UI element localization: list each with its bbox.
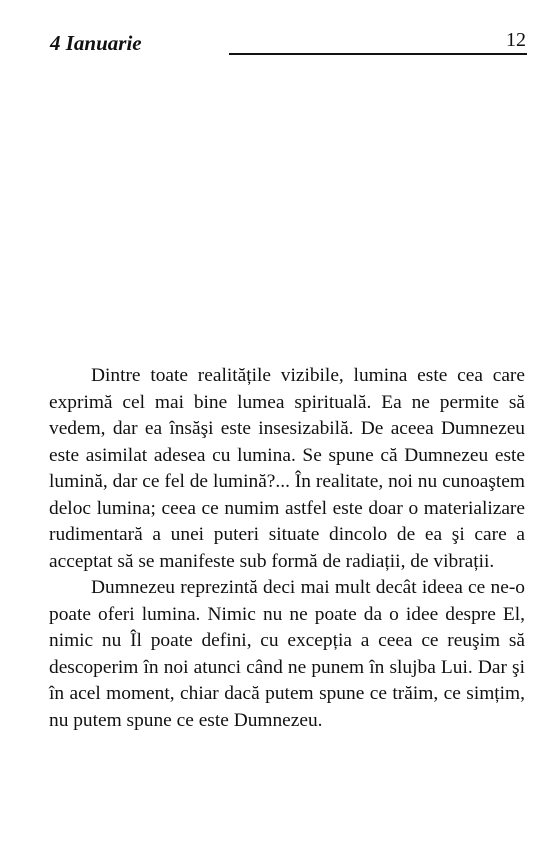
paragraph-1: Dintre toate realitățile vizibile, lumina este cea care exprimă cel mai bine lumea spirituală. Ea ne permite să vedem, dar ea însăşi este insesizabilă. De aceea Dumnezeu este asimilat adesea cu lumina. Se spune că Dumnezeu este lumină, dar ce fel de lumină?... În realitate, noi nu cunoaştem deloc lumina; ceea ce numim astfel este doar o materializare rudimentară a unei puteri situate dincolo de ea şi care a acceptat să se manifeste sub formă de radiații, de vibrații.: [49, 365, 525, 572]
header-date: 4 Ianuarie: [50, 31, 142, 55]
body-text: [49, 363, 525, 734]
paragraph-2: Dumnezeu reprezintă deci mai mult decât ideea ce ne-o poate oferi lumina. Nimic nu ne poate da o idee despre El, nimic nu Îl poate defini, cu excepția a ceea ce reuşim să descoperim în noi atunci când ne punem în slujba Lui. Dar şi în acel moment, chiar dacă putem spune ce trăim, ce simțim, nu putem spune ce este Dumnezeu.: [49, 577, 525, 731]
page-number: 12: [506, 29, 526, 51]
header-rule: [229, 53, 527, 55]
